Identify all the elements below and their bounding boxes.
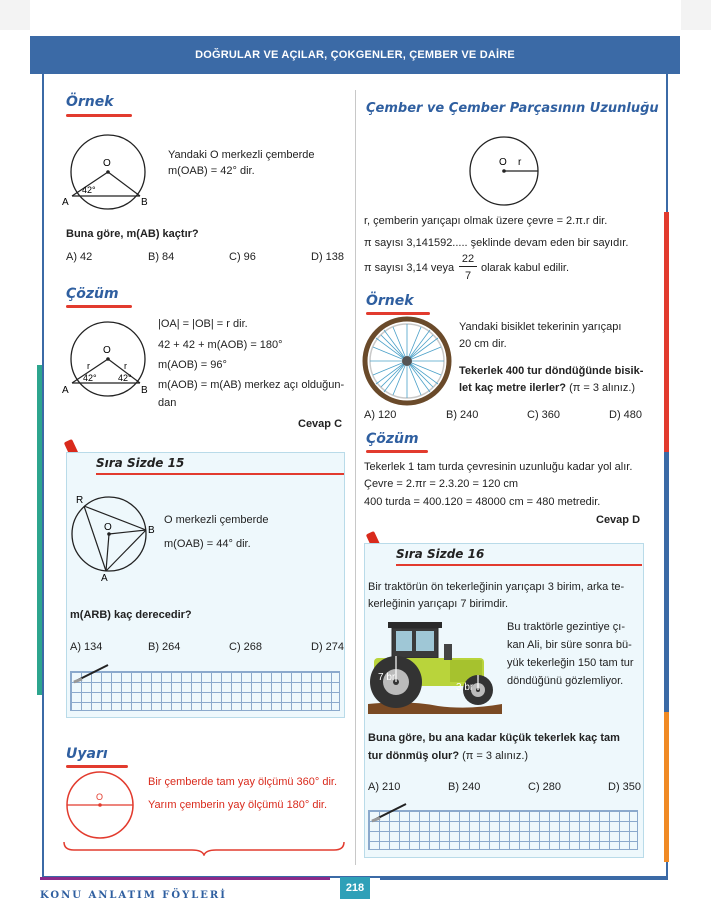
sira-side-line: döndüğünü gözlemliyor.: [507, 675, 624, 687]
sira-side-line: kan Ali, bir süre sonra bü-: [507, 639, 632, 651]
svg-text:r: r: [518, 157, 522, 168]
sira-text-1: Bir traktörün ön tekerleğinin yarıçapı 3 birim, arka te-: [368, 581, 625, 593]
solution-tag: Çözüm: [366, 431, 419, 447]
option-c[interactable]: C) 360: [527, 409, 561, 421]
header-title: DOĞRULAR VE AÇILAR, ÇOKGENLER, ÇEMBER VE DAİRE: [195, 49, 515, 61]
svg-text:42°: 42°: [118, 373, 132, 383]
option-b[interactable]: B) 240: [448, 781, 481, 793]
svg-text:7 br: 7 br: [378, 672, 396, 683]
warning-line-2: Yarım çemberin yay ölçümü 180° dir.: [148, 799, 328, 811]
footer-label: KONU ANLATIM FÖYLERİ: [40, 890, 227, 901]
option-d[interactable]: D) 138: [311, 251, 345, 263]
solution-line: 400 turda = 400.120 = 48000 cm = 480 metredir.: [364, 496, 601, 508]
example-text-2: 20 cm dir.: [459, 338, 507, 350]
warning-line-1: Bir çemberde tam yay ölçümü 360° dir.: [148, 776, 338, 788]
option-c[interactable]: C) 280: [528, 781, 562, 793]
sira-sizde-tag: Sıra Sizde 15: [96, 456, 185, 470]
svg-text:R: R: [76, 495, 84, 506]
bicycle-wheel-image: [362, 316, 452, 406]
question-bold: tur dönmüş olur?: [368, 750, 460, 762]
section-line-2: π sayısı 3,141592..... şeklinde devam eden bir sayıdır.: [364, 237, 629, 249]
sira-side-line: yük tekerleğin 150 tam tur: [507, 657, 634, 669]
question-note: (π = 3 alınız.): [459, 750, 529, 762]
tag-underline: [396, 564, 642, 566]
tag-underline: [366, 450, 428, 453]
sira-text-1: O merkezli çemberde: [164, 514, 269, 526]
svg-text:3 br: 3 br: [456, 682, 474, 693]
example-question: Buna göre, m(AB) kaçtır?: [66, 228, 199, 240]
svg-text:A: A: [62, 385, 69, 396]
option-d[interactable]: D) 480: [609, 409, 643, 421]
footer-bar: [380, 877, 668, 880]
svg-text:B: B: [141, 197, 148, 208]
option-b[interactable]: B) 264: [148, 641, 181, 653]
example-text-1: Yandaki O merkezli çemberde: [168, 149, 315, 161]
radius-circle-figure: [466, 134, 546, 214]
question-note: (π = 3 alınız.): [566, 382, 636, 394]
pen-icon: [72, 662, 112, 686]
solution-line: dan: [158, 397, 177, 409]
svg-text:O: O: [96, 792, 104, 802]
section-line-1: r, çemberin yarıçapı olmak üzere çevre = 2.π.r dir.: [364, 215, 608, 227]
column-divider: [355, 90, 356, 865]
sira-question-1: Buna göre, bu ana kadar küçük tekerlek kaç tam: [368, 732, 620, 744]
page-number: 218: [340, 877, 370, 899]
svg-text:42°: 42°: [82, 185, 96, 195]
side-bar: [664, 452, 669, 712]
answer-label: Cevap C: [298, 418, 343, 430]
option-d[interactable]: D) 350: [608, 781, 642, 793]
solution-line: 42 + 42 + m(AOB) = 180°: [158, 339, 283, 351]
warning-tag: Uyarı: [66, 746, 108, 762]
answer-label: Cevap D: [596, 514, 641, 526]
footer-bar: [40, 877, 330, 880]
svg-text:A: A: [101, 573, 108, 582]
option-c[interactable]: C) 96: [229, 251, 256, 263]
option-a[interactable]: A) 134: [70, 641, 103, 653]
svg-text:r: r: [124, 361, 127, 371]
svg-text:42°: 42°: [83, 373, 97, 383]
section-line-3a: π sayısı 3,14 veya: [364, 262, 455, 274]
example-tag: Örnek: [366, 293, 414, 309]
solution-line: m(AOB) = 96°: [158, 359, 227, 371]
svg-text:O: O: [104, 522, 112, 533]
example-text-2: m(OAB) = 42° dir.: [168, 165, 255, 177]
option-d[interactable]: D) 274: [311, 641, 345, 653]
solution-line: Çevre = 2.πr = 2.3.20 = 120 cm: [364, 478, 519, 490]
svg-text:r: r: [87, 361, 90, 371]
side-bar: [37, 365, 42, 695]
circle-figure: [60, 126, 160, 216]
sira-text-2: kerleğinin yarıçapı 7 birimdir.: [368, 598, 509, 610]
option-a[interactable]: A) 210: [368, 781, 401, 793]
option-c[interactable]: C) 268: [229, 641, 263, 653]
corner-decoration: [681, 0, 711, 30]
fraction-numerator: 22: [461, 253, 475, 265]
sira-question-2: [368, 749, 528, 763]
sira-sizde-tag: Sıra Sizde 16: [396, 547, 485, 561]
pen-icon: [370, 801, 410, 825]
example-question-2: [459, 381, 635, 395]
svg-text:O: O: [499, 157, 507, 168]
question-bold: let kaç metre ilerler?: [459, 382, 567, 394]
solution-line: Tekerlek 1 tam turda çevresinin uzunluğu kadar yol alır.: [364, 461, 633, 473]
section-line-3b: olarak kabul edilir.: [481, 262, 570, 274]
side-bar: [664, 212, 669, 452]
example-tag: Örnek: [66, 94, 114, 110]
tractor-image: [368, 614, 502, 722]
svg-text:B: B: [141, 385, 148, 396]
tag-underline: [66, 114, 132, 117]
tag-underline: [96, 473, 344, 475]
svg-text:O: O: [103, 345, 111, 356]
svg-text:B: B: [148, 525, 155, 536]
example-question-1: Tekerlek 400 tur döndüğünde bisik-: [459, 365, 644, 377]
option-b[interactable]: B) 84: [148, 251, 175, 263]
solution-circle-figure: [60, 315, 160, 405]
side-bar: [664, 712, 669, 862]
option-b[interactable]: B) 240: [446, 409, 479, 421]
example-text-1: Yandaki bisiklet tekerinin yarıçapı: [459, 321, 622, 333]
tag-underline: [66, 305, 132, 308]
sira-circle-figure: [64, 490, 164, 582]
option-a[interactable]: A) 42: [66, 251, 93, 263]
solution-line: m(AOB) = m(AB) merkez açı olduğun-: [158, 379, 345, 391]
sira-question: m(ARB) kaç derecedir?: [70, 609, 192, 621]
fraction-bar: [459, 266, 477, 267]
warning-circle-figure: [62, 768, 142, 844]
svg-text:O: O: [103, 158, 111, 169]
warning-brace: [62, 838, 346, 856]
sira-side-line: Bu traktörle gezintiye çı-: [507, 621, 625, 633]
option-a[interactable]: A) 120: [364, 409, 397, 421]
tag-underline: [366, 312, 430, 315]
svg-text:A: A: [62, 197, 69, 208]
solution-line: |OA| = |OB| = r dir.: [158, 318, 248, 330]
page-header: [30, 36, 680, 74]
corner-decoration: [0, 0, 30, 30]
fraction-denominator: 7: [464, 270, 472, 282]
section-title: Çember ve Çember Parçasının Uzunluğu: [366, 101, 659, 116]
solution-tag: Çözüm: [66, 286, 119, 302]
sira-text-2: m(OAB) = 44° dir.: [164, 538, 251, 550]
